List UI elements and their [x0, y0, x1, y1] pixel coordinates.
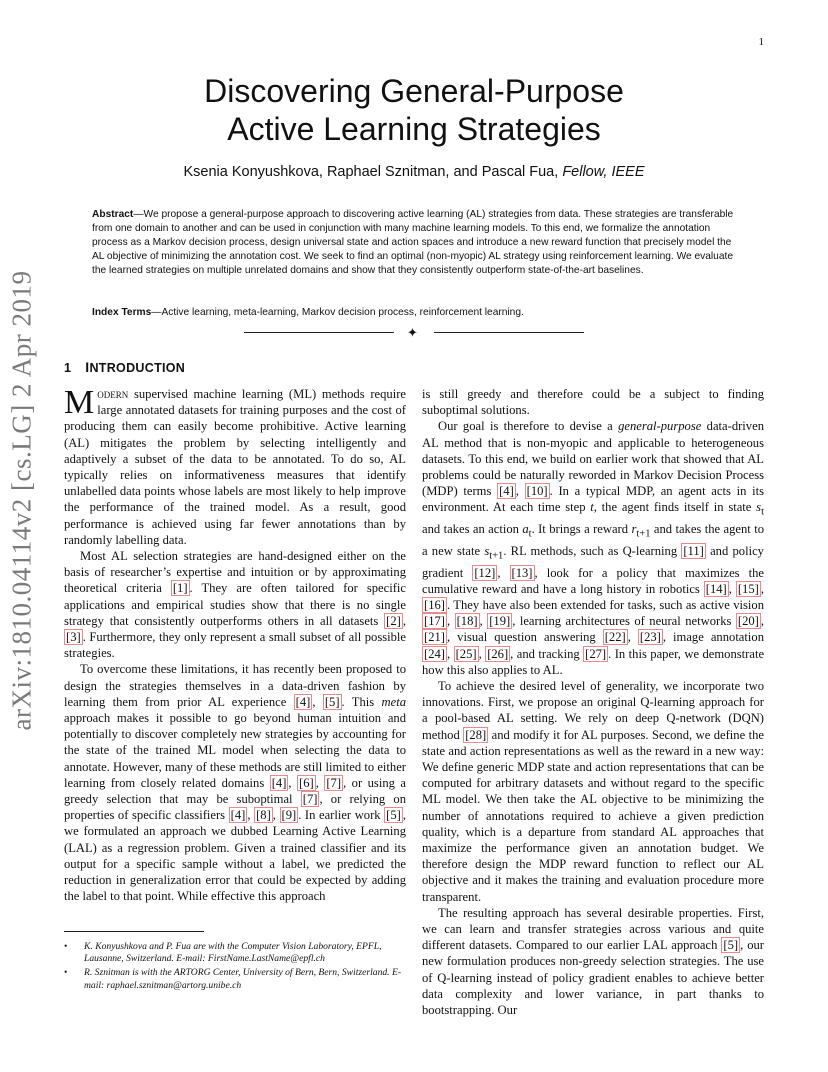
right-column [422, 386, 764, 1018]
citation-link[interactable]: [3] [66, 630, 81, 645]
citation-link[interactable]: [4] [271, 775, 287, 790]
separator-line-right [434, 332, 584, 333]
author-list [0, 164, 828, 180]
section-separator [244, 325, 584, 341]
citation-link[interactable]: [25] [455, 646, 477, 661]
footnote-affiliation-1: • K. Konyushkova and P. Fua are with the Computer Vision Laboratory, EPFL, Lausanne, Switzerland. E-mail: FirstName.LastName@epfl.ch [64, 941, 382, 965]
citation-link[interactable]: [4] [295, 694, 311, 709]
section-title-rest: NTRODUCTION [89, 361, 186, 375]
abstract [92, 208, 738, 278]
citation-link[interactable]: [9] [281, 808, 297, 823]
citation-link[interactable]: [16] [424, 597, 445, 612]
right-paragraph-3: To achieve the desired level of generality, we incorporate two innovations. First, we propose an original Q-learning approach for a pool-based AL setting. We rely on deep Q-network (DQN) method [28] and modify it for AL purposes. Second, we define the state and action representations as well as the reward in a new way: We define generic MDP state and action representations that can be computed for arbitrary datasets and without regard to the specific ML model. We then take the AL objective to be minimizing the number of annotations required to achieve a given prediction quality, which is a departure from standard AL approaches that maximize the performance given an annotation budget. We therefore design the MDP reward function to reflect our AL objective and it makes the training and evaluation procedure more transparent. [422, 679, 764, 904]
section-number: 1 [64, 361, 72, 375]
citation-link[interactable]: [8] [256, 808, 271, 823]
citation-link[interactable]: [28] [465, 727, 487, 742]
intro-paragraph-1: Modern supervised machine learning (ML) methods require large annotated datasets for training purposes and the cost of producing them can easily become prohibitive. Active learning (AL) mitigates the problem by selecting intelligently and adaptively a subset of the data to be annotated. To do so, AL typically relies on informativeness measures that identify unlabelled data points whose labels are most likely to help improve the performance of the trained model. As a result, good performance is achieved using far fewer annotations than by randomly labelling data. [64, 384, 406, 547]
math-t: t [590, 500, 594, 515]
author-fellow-title: Fellow, IEEE [562, 164, 645, 180]
citation-link[interactable]: [27] [585, 646, 607, 661]
right-paragraph-4: The resulting approach has several desirable properties. First, we can learn and transfer strategies across various and quite different datasets. Compared to our earlier LAL approach [5] , our new formulation produces non-greedy selection strategies. The use of Q-learning instead of policy gradient enables to achieve better data complexity and lower variance, in part thanks to bootstrapping. Our [422, 905, 764, 1018]
citation-link[interactable]: [7] [302, 792, 318, 807]
index-terms-label: Index Terms [92, 307, 152, 318]
title-line-1: Discovering General-Purpose [204, 73, 624, 109]
bullet-icon: • [64, 941, 68, 952]
citation-link[interactable]: [26] [487, 646, 509, 661]
separator-diamond-icon: ✦ [407, 325, 418, 340]
math-a: a [522, 522, 529, 537]
citation-link[interactable]: [4] [230, 808, 246, 823]
left-column [64, 386, 406, 905]
footnote-rule [64, 931, 204, 932]
citation-link[interactable]: [21] [424, 630, 445, 645]
citation-link[interactable]: [1] [172, 581, 188, 596]
citation-link[interactable]: [15] [737, 581, 759, 596]
citation-link[interactable]: [5] [324, 694, 340, 709]
citation-link[interactable]: [5] [723, 938, 739, 953]
drop-cap-continuation: odern [97, 387, 129, 401]
math-s: s [756, 500, 762, 515]
author-names: Ksenia Konyushkova, Raphael Sznitman, and Pascal Fua, [183, 164, 563, 180]
abstract-text: —We propose a general-purpose approach to discovering active learning (AL) strategies from data. These strategies are transferable from one domain to another and can be used in conjunction with many machine learning models. To this end, we formalize the annotation process as a Markov decision process, design universal state and action spaces and introduce a new reward function that precisely model the AL objective of minimizing the annotation cost. We seek to find an optimal (non-myopic) AL strategy using reinforcement learning. We evaluate the learned strategies on multiple unrelated domains and show that they consistently outperform state-of-the-art baselines. [92, 209, 734, 276]
math-s-next: s [484, 543, 490, 558]
citation-link[interactable]: [4] [499, 484, 514, 499]
section-title-initial: I [85, 359, 90, 375]
citation-link[interactable]: [7] [326, 775, 342, 790]
index-terms [92, 306, 738, 320]
drop-cap: M [64, 384, 95, 421]
abstract-label: Abstract [92, 209, 134, 220]
section-heading-introduction [64, 359, 185, 375]
right-paragraph-1: is still greedy and therefore could be a subject to finding suboptimal solutions. [422, 387, 764, 418]
arxiv-identifier-text: arXiv:1810.04114v2 [cs.LG] 2 Apr 2019 [6, 270, 37, 730]
page-number: 1 [758, 36, 764, 48]
citation-link[interactable]: [11] [683, 543, 704, 558]
intro-paragraph-2: Most AL selection strategies are hand-designed either on the basis of researcher’s expertise and intuition or by approximating theoretical criteria [1] . They are often tailored for specific applications and empirical studies show that there is no single strategy that consistently outperforms others in all datasets [2] , [3] . Furthermore, they only represent a small subset of all possible strategies. [64, 549, 407, 661]
citation-link[interactable]: [10] [526, 484, 548, 499]
citation-link[interactable]: [24] [424, 646, 445, 661]
citation-link[interactable]: [6] [299, 775, 314, 790]
index-terms-text: —Active learning, meta-learning, Markov decision process, reinforcement learning. [151, 307, 524, 318]
citation-link[interactable]: [18] [456, 614, 478, 629]
citation-link[interactable]: [20] [737, 614, 759, 629]
right-paragraph-2: Our goal is therefore to devise a general-purpose data-driven AL method that is non-myopic and applicable to heterogeneous datasets. To this end, we build on earlier work that showed that AL problems could be naturally reworded in Markov Decision Process (MDP) terms [4] , [10] . In a typical MDP, an agent acts in its environment. At each time step t, the agent finds itself in state $s_t$ and takes an action $a_t$. It brings a reward $r_{t+1}$ and takes the agent to a new state $s_{t+1}$. RL methods, such as Q-learning [11] and policy gradient [12] , [13] , look for a policy that maximizes the cumulative reward and have a long history in robotics [14] , [15] , [16] . They have also been extended for tasks, such as active vision [17] , [18] , [19] , learning architectures of neural networks [20] , [21] , visual question answering [22] , [23] , image annotation [24] , [25] , [26] , and tracking [27] . In this paper, we demonstrate how this also applies to AL. [422, 419, 765, 677]
citation-link[interactable]: [17] [424, 614, 445, 629]
separator-line-left [244, 332, 394, 333]
math-r: r [631, 522, 637, 537]
citation-link[interactable]: [14] [705, 581, 727, 596]
citation-link[interactable]: [5] [386, 808, 401, 823]
footnote-affiliation-2: • R. Sznitman is with the ARTORG Center, University of Bern, Bern, Switzerland. E-mail: raphael.sznitman@artorg.unibe.ch [64, 967, 402, 991]
footnotes [64, 941, 406, 994]
bullet-icon: • [64, 967, 68, 979]
paper-title [0, 72, 828, 148]
citation-link[interactable]: [13] [511, 565, 533, 580]
citation-link[interactable]: [2] [386, 613, 401, 628]
citation-link[interactable]: [12] [474, 565, 496, 580]
intro-paragraph-3: To overcome these limitations, it has recently been proposed to design the strategies themselves in a data-driven fashion by learning them from prior AL experience [4] , [5] . This meta approach makes it possible to go beyond human intuition and potentially to discover completely new strategies by accounting for the state of the trained ML model when selecting the data to annotate. However, many of these methods are still limited to either learning from closely related domains [4] , [6] , [7] , or using a greedy selection that may be suboptimal [7] , or relying on properties of specific classifiers [4] , [8] , [9] . In earlier work [5] , we formulated an approach we dubbed Learning Active Learning (LAL) as a regression problem. Given a trained classifier and its output for a specific sample without a label, we predicted the reduction in generalization error that could be expected by adding the label to that point. While effective this approach [64, 662, 407, 904]
citation-link[interactable]: [23] [639, 630, 661, 645]
citation-link[interactable]: [19] [489, 614, 511, 629]
citation-link[interactable]: [22] [604, 630, 626, 645]
title-line-2: Active Learning Strategies [227, 111, 601, 147]
arxiv-identifier-stamp [2, 270, 42, 730]
